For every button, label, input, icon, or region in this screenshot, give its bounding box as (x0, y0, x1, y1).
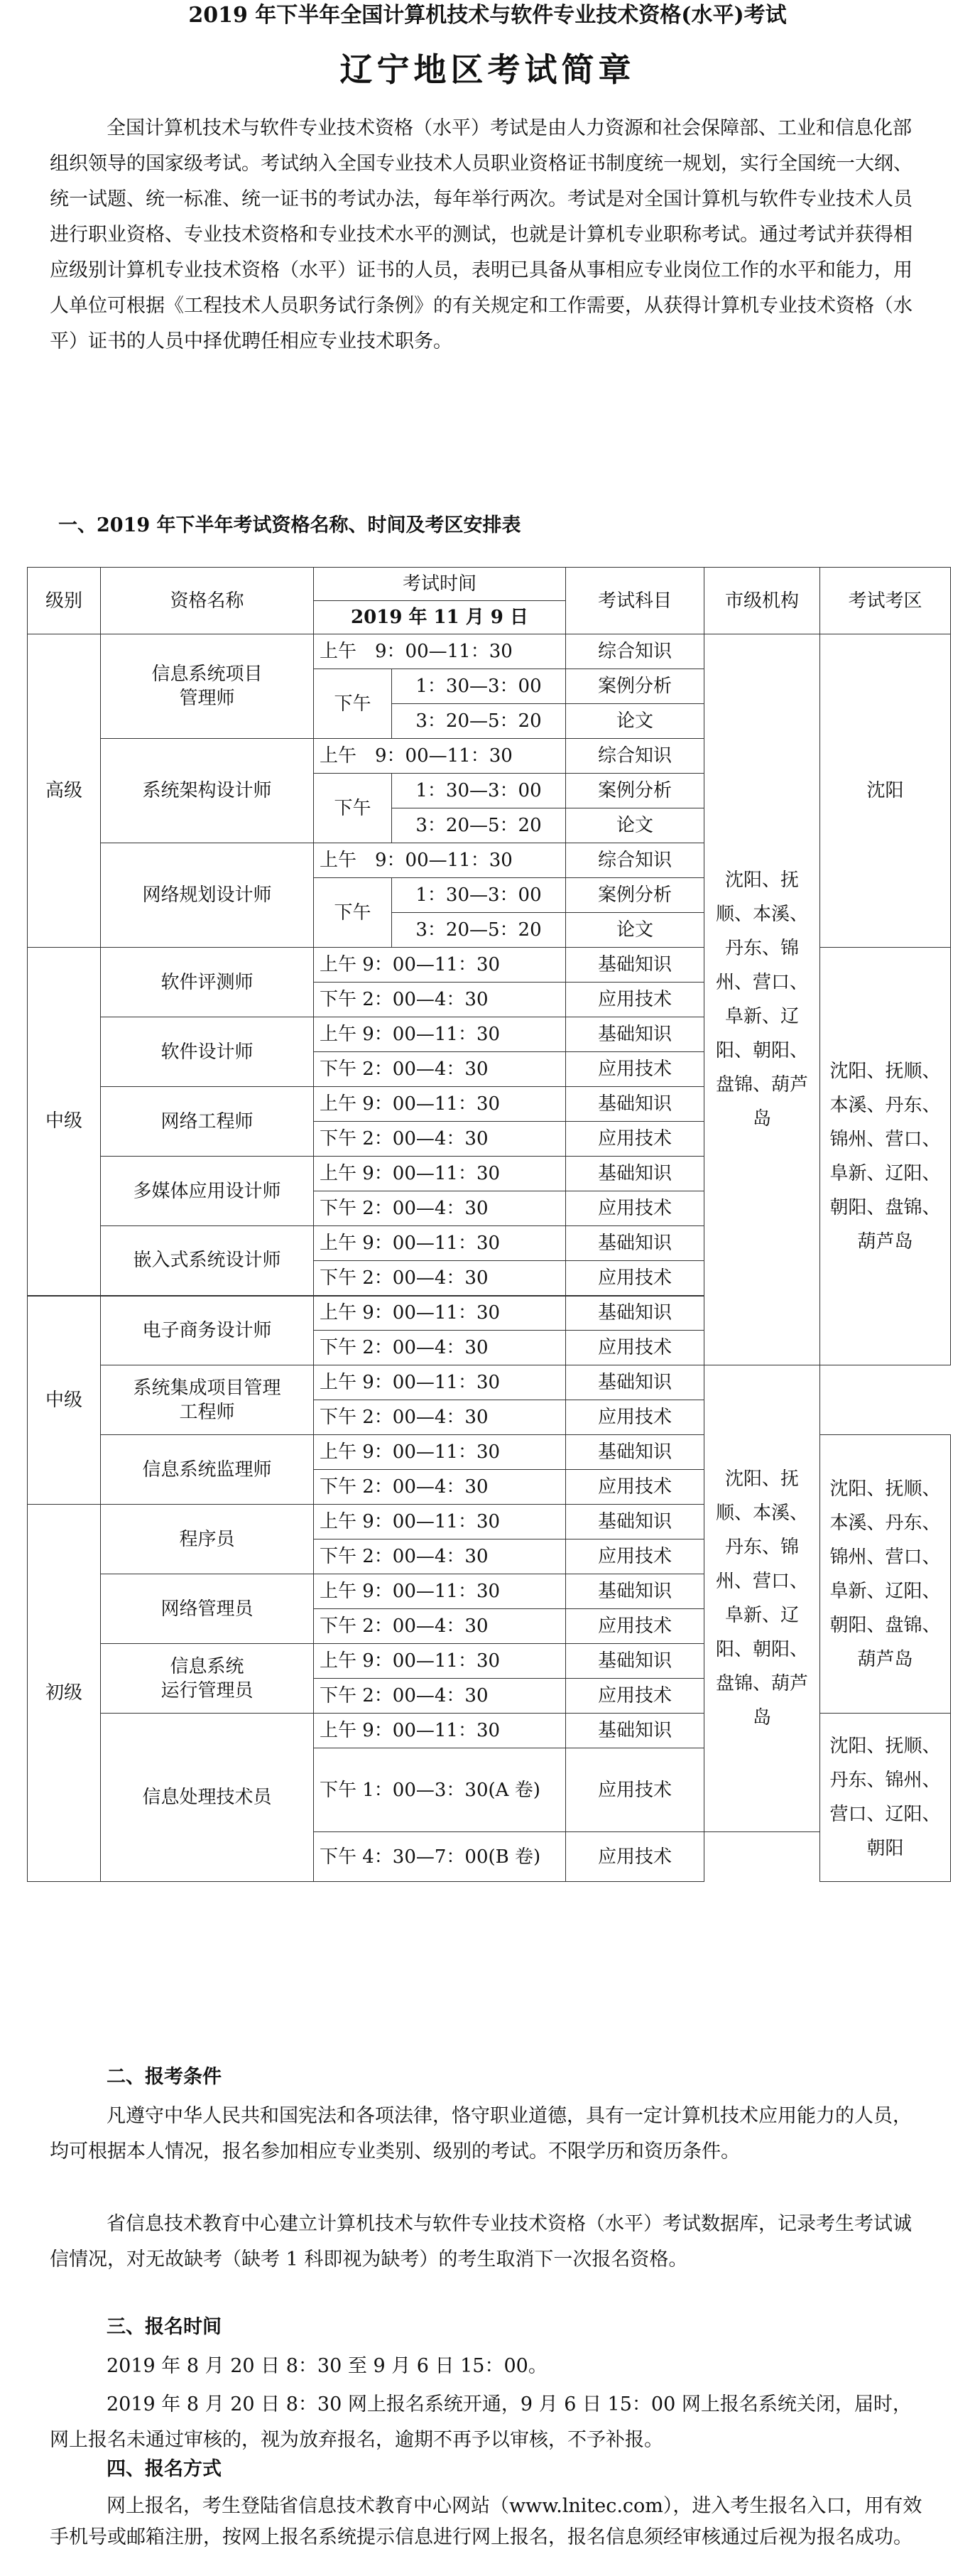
time-pm-slot: 1：30—3：00 (392, 669, 566, 704)
cert-name: 信息系统 运行管理员 (101, 1644, 314, 1714)
city-list-2: 沈阳、抚顺、本溪、丹东、锦州、营口、阜新、辽阳、朝阳、盘锦、葫芦岛 (704, 1365, 820, 1832)
area-list: 沈阳、抚顺、本溪、丹东、锦州、营口、阜新、辽阳、朝阳、盘锦、葫芦岛 (820, 1435, 951, 1714)
cert-name: 系统架构设计师 (101, 739, 314, 843)
time-am: 上午 9：00—11：30 (314, 739, 566, 774)
time-am: 上午 9：00—11：30 (314, 1017, 566, 1052)
time-pm: 下午 (314, 774, 392, 843)
level-low: 初级 (28, 1505, 101, 1882)
subject: 基础知识 (566, 1226, 704, 1261)
time-am: 上午 9：00—11：30 (314, 1505, 566, 1539)
cert-name: 程序员 (101, 1505, 314, 1574)
cert-name: 嵌入式系统设计师 (101, 1226, 314, 1296)
doc-title-main: 辽宁地区考试简章 (339, 50, 636, 89)
level-mid-2: 中级 (28, 1296, 101, 1505)
cert-name: 信息系统项目 管理师 (101, 634, 314, 739)
subject: 应用技术 (566, 1331, 704, 1365)
section4-heading: 四、报名方式 (107, 2458, 222, 2480)
subject: 应用技术 (566, 1832, 704, 1882)
section4-paragraph-1: 网上报名，考生登陆省信息技术教育中心网站（www.lnitec.com），进入考生报名入口，用有效手机号或邮箱注册，按网上报名系统提示信息进行网上报名，报名信息须经审核通过后视为报名成功。 (50, 2495, 922, 2548)
subject: 应用技术 (566, 1470, 704, 1505)
header-area: 考试考区 (820, 568, 951, 634)
time-am: 上午 9：00—11：30 (314, 1157, 566, 1191)
level-high: 高级 (28, 634, 101, 948)
section3-paragraph-1: 2019 年 8 月 20 日 8：30 至 9 月 6 日 15：00。 (107, 2355, 548, 2377)
subject: 应用技术 (566, 983, 704, 1017)
subject: 论文 (566, 704, 704, 739)
time-am: 上午 9：00—11：30 (314, 843, 566, 878)
time-am: 上午 9：00—11：30 (314, 1296, 566, 1331)
subject: 应用技术 (566, 1400, 704, 1435)
time-pm: 下午 2：00—4：30 (314, 983, 566, 1017)
subject: 综合知识 (566, 843, 704, 878)
time-am: 上午 9：00—11：30 (314, 1714, 566, 1748)
cert-name: 多媒体应用设计师 (101, 1157, 314, 1226)
time-pm-slot: 3：20—5：20 (392, 704, 566, 739)
subject: 基础知识 (566, 1296, 704, 1331)
city-list: 沈阳、抚顺、本溪、丹东、锦州、营口、阜新、辽阳、朝阳、盘锦、葫芦岛 (704, 634, 820, 1365)
header-city: 市级机构 (704, 568, 820, 634)
section2-paragraph-2: 省信息技术教育中心建立计算机技术与软件专业技术资格（水平）考试数据库，记录考生考试诚信情况，对无故缺考（缺考 1 科即视为缺考）的考生取消下一次报名资格。 (50, 2213, 912, 2271)
subject: 基础知识 (566, 1017, 704, 1052)
subject: 基础知识 (566, 1644, 704, 1679)
cert-name: 网络工程师 (101, 1087, 314, 1157)
header-time: 考试时间 (314, 568, 566, 601)
subject: 基础知识 (566, 1087, 704, 1122)
time-am: 上午 9：00—11：30 (314, 1644, 566, 1679)
time-pm: 下午 2：00—4：30 (314, 1609, 566, 1644)
header-date: 2019 年 11 月 9 日 (314, 601, 566, 634)
cert-name: 信息处理技术员 (101, 1714, 314, 1882)
time-am: 上午 9：00—11：30 (314, 1435, 566, 1470)
time-am: 上午 9：00—11：30 (314, 948, 566, 983)
time-pm: 下午 2：00—4：30 (314, 1261, 566, 1296)
cert-name: 电子商务设计师 (101, 1296, 314, 1365)
time-am: 上午 9：00—11：30 (314, 1087, 566, 1122)
doc-title-line1: 2019 年下半年全国计算机技术与软件专业技术资格(水平)考试 (188, 3, 787, 28)
cert-name: 信息系统监理师 (101, 1435, 314, 1505)
time-pm-slot: 3：20—5：20 (392, 808, 566, 843)
subject: 案例分析 (566, 774, 704, 808)
subject: 应用技术 (566, 1052, 704, 1087)
subject: 基础知识 (566, 1505, 704, 1539)
time-pm: 下午 2：00—4：30 (314, 1122, 566, 1157)
schedule-table (27, 567, 951, 1882)
subject: 应用技术 (566, 1122, 704, 1157)
area-list: 沈阳 (820, 634, 951, 948)
section1-heading: 一、2019 年下半年考试资格名称、时间及考区安排表 (58, 514, 521, 536)
time-am: 上午 9：00—11：30 (314, 634, 566, 669)
time-pm: 下午 2：00—4：30 (314, 1470, 566, 1505)
subject: 基础知识 (566, 1365, 704, 1400)
subject: 应用技术 (566, 1539, 704, 1574)
cert-name: 系统集成项目管理 工程师 (101, 1365, 314, 1435)
time-pm: 下午 4：30—7：00(B 卷) (314, 1832, 566, 1882)
subject: 论文 (566, 913, 704, 948)
subject: 案例分析 (566, 878, 704, 913)
time-pm-slot: 3：20—5：20 (392, 913, 566, 948)
header-level: 级别 (28, 568, 101, 634)
time-am: 上午 9：00—11：30 (314, 1226, 566, 1261)
section3-heading: 三、报名时间 (107, 2316, 222, 2338)
subject: 基础知识 (566, 1435, 704, 1470)
subject: 综合知识 (566, 739, 704, 774)
time-pm: 下午 2：00—4：30 (314, 1679, 566, 1714)
time-pm-slot: 1：30—3：00 (392, 774, 566, 808)
area-list: 沈阳、抚顺、丹东、锦州、营口、辽阳、朝阳 (820, 1714, 951, 1882)
time-pm-slot: 1：30—3：00 (392, 878, 566, 913)
subject: 基础知识 (566, 1714, 704, 1748)
subject: 应用技术 (566, 1609, 704, 1644)
time-pm: 下午 (314, 669, 392, 739)
cert-name: 网络规划设计师 (101, 843, 314, 948)
cert-name: 软件设计师 (101, 1017, 314, 1087)
area-list: 沈阳、抚顺、本溪、丹东、锦州、营口、阜新、辽阳、朝阳、盘锦、葫芦岛 (820, 948, 951, 1365)
time-pm: 下午 2：00—4：30 (314, 1400, 566, 1435)
section2-paragraph-1: 凡遵守中华人民共和国宪法和各项法律，恪守职业道德，具有一定计算机技术应用能力的人员，均可根据本人情况，报名参加相应专业类别、级别的考试。不限学历和资历条件。 (50, 2105, 912, 2163)
intro-paragraph: 全国计算机技术与软件专业技术资格（水平）考试是由人力资源和社会保障部、工业和信息化部组织领导的国家级考试。考试纳入全国专业技术人员职业资格证书制度统一规划，实行全国统一大纲、统一试题、统一标准、统一证书的考试办法，每年举行两次。考试是对全国计算机与软件专业技术人员进行职业资格、专业技术资格和专业技术水平的测试，也就是计算机专业职称考试。通过考试并获得相应级别计算机专业技术资格（水平）证书的人员，表明已具备从事相应专业岗位工作的水平和能力，用人单位可根据《工程技术人员职务试行条例》的有关规定和工作需要，从获得计算机专业技术资格（水平）证书的人员中择优聘任相应专业技术职务。 (50, 117, 913, 352)
subject: 应用技术 (566, 1679, 704, 1714)
section2-heading: 二、报考条件 (107, 2066, 222, 2088)
subject: 基础知识 (566, 948, 704, 983)
subject: 应用技术 (566, 1748, 704, 1832)
time-pm: 下午 2：00—4：30 (314, 1539, 566, 1574)
header-subject: 考试科目 (566, 568, 704, 634)
time-am: 上午 9：00—11：30 (314, 1365, 566, 1400)
header-name: 资格名称 (101, 568, 314, 634)
level-mid: 中级 (28, 948, 101, 1296)
subject: 基础知识 (566, 1157, 704, 1191)
time-am: 上午 9：00—11：30 (314, 1574, 566, 1609)
subject: 应用技术 (566, 1261, 704, 1296)
subject: 论文 (566, 808, 704, 843)
cert-name: 软件评测师 (101, 948, 314, 1017)
subject: 案例分析 (566, 669, 704, 704)
subject: 应用技术 (566, 1191, 704, 1226)
time-pm: 下午 2：00—4：30 (314, 1191, 566, 1226)
subject: 综合知识 (566, 634, 704, 669)
subject: 基础知识 (566, 1574, 704, 1609)
time-pm: 下午 2：00—4：30 (314, 1331, 566, 1365)
cert-name: 网络管理员 (101, 1574, 314, 1644)
section3-paragraph-2: 2019 年 8 月 20 日 8：30 网上报名系统开通，9 月 6 日 15：00 网上报名系统关闭，届时，网上报名未通过审核的，视为放弃报名，逾期不再予以审核，不予补报。 (50, 2393, 912, 2451)
time-pm: 下午 1：00—3：30(A 卷) (314, 1748, 566, 1832)
time-pm: 下午 2：00—4：30 (314, 1052, 566, 1087)
time-pm: 下午 (314, 878, 392, 948)
